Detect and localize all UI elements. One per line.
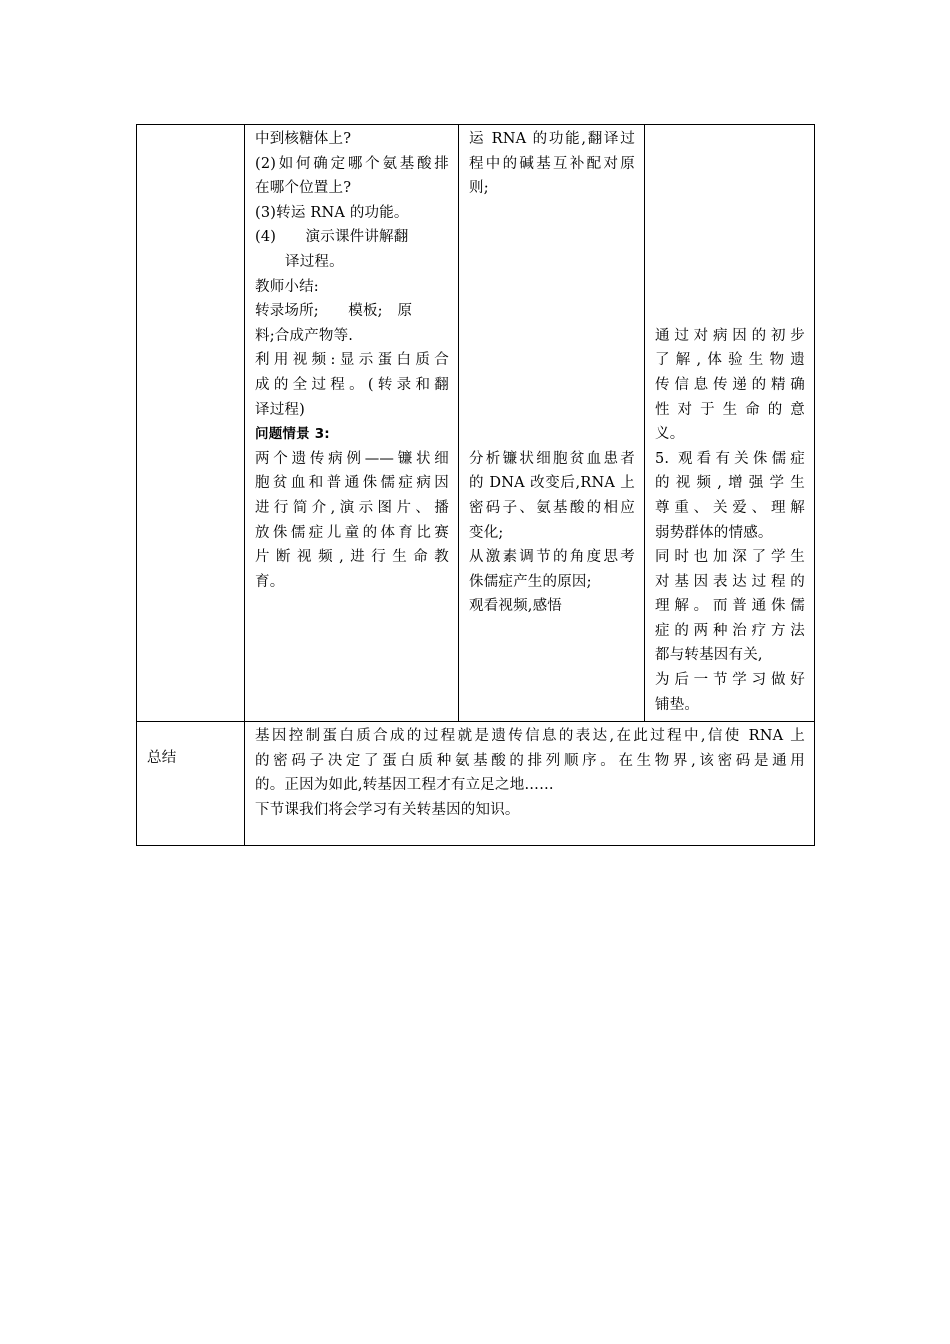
text-line: (2)如何确定哪个氨基酸排 [255, 155, 449, 172]
cell-design-intent [645, 125, 815, 722]
text-line: 义。 [655, 426, 685, 443]
summary-label: 总结 [147, 750, 177, 767]
text-line: 通过对病因的初步 [655, 327, 805, 344]
blank-space [655, 250, 805, 275]
text-line: 的 DNA 改变后,RNA 上 [469, 475, 635, 492]
blank-space [469, 324, 635, 349]
text-line: 译过程) [255, 401, 305, 418]
text-line: 弱势群体的情感。 [655, 524, 773, 541]
text-line: 利用视频:显示蛋白质合 [255, 352, 449, 369]
cell-teacher-activity [245, 125, 459, 722]
blank-space [469, 225, 635, 250]
cell-student-activity [459, 125, 645, 722]
text-line: 的视频,增强学生 [655, 475, 805, 492]
text-line: 同时也加深了学生 [655, 549, 805, 566]
text-line: 对基因表达过程的 [655, 573, 805, 590]
blank-space [655, 152, 805, 177]
table-row-activities [137, 125, 815, 722]
text-line: 胞贫血和普通侏儒症病因 [255, 475, 449, 492]
text-line: 侏儒症产生的原因; [469, 573, 592, 590]
blank-space [469, 299, 635, 324]
text-line: 5. 观看有关侏儒症 [655, 450, 805, 467]
text-line: 密码子、氨基酸的相应 [469, 499, 635, 516]
text-line: 运 RNA 的功能,翻译过 [469, 131, 635, 147]
cell-summary-content [245, 722, 815, 846]
text-line: 中到核糖体上? [255, 131, 352, 147]
blank-space [655, 275, 805, 300]
text-line: 片断视频,进行生命教 [255, 549, 449, 566]
cell-summary-label [137, 722, 245, 846]
text-line: 则; [469, 180, 489, 197]
table-row-summary [137, 722, 815, 846]
text-line: 传信息传递的精确 [655, 376, 805, 393]
text-line: 了解,体验生物遗 [655, 352, 805, 369]
text-line: 程中的碱基互补配对原 [469, 155, 635, 172]
text-line: 尊重、关爱、理解 [655, 499, 805, 516]
text-line: 成的全过程。(转录和翻 [255, 376, 449, 393]
text-line: 理解。而普通侏儒 [655, 598, 805, 615]
text-line: (3)转运 RNA 的功能。 [255, 204, 409, 221]
text-line: 放侏儒症儿童的体育比赛 [255, 524, 449, 541]
lesson-plan-table [136, 124, 815, 846]
text-line: 分析镰状细胞贫血患者 [469, 450, 635, 467]
text-line: 基因控制蛋白质合成的过程就是遗传信息的表达,在此过程中,信使 RNA 上 [255, 728, 805, 744]
blank-space [655, 176, 805, 201]
text-line: 下节课我们将会学习有关转基因的知识。 [255, 801, 520, 818]
blank-space [469, 201, 635, 226]
blank-space [469, 275, 635, 300]
blank-space [469, 250, 635, 275]
text-line: 在哪个位置上? [255, 180, 352, 197]
text-line: 从激素调节的角度思考 [469, 549, 635, 566]
text-line: 铺垫。 [655, 696, 700, 713]
text-line: 症的两种治疗方法 [655, 622, 805, 639]
blank-space [655, 201, 805, 226]
blank-space [655, 127, 805, 152]
text-line: 料;合成产物等. [255, 327, 354, 344]
blank-space [469, 422, 635, 447]
text-line: 译过程。 [285, 253, 344, 270]
text-line: 变化; [469, 524, 504, 541]
blank-space [655, 225, 805, 250]
blank-space [469, 373, 635, 398]
blank-space [469, 398, 635, 423]
problem-scenario-heading: 问题情景 3: [255, 426, 330, 443]
text-line: 两个遗传病例——镰状细 [255, 450, 449, 467]
text-line: 育。 [255, 573, 285, 590]
text-line: 进行简介,演示图片、播 [255, 499, 449, 516]
text-line: 为后一节学习做好 [655, 672, 805, 689]
text-line: 都与转基因有关, [655, 647, 763, 664]
text-line: 的。正因为如此,转基因工程才有立足之地…… [255, 777, 554, 794]
text-line: 性对于生命的意 [655, 401, 805, 418]
text-line: (4) 演示课件讲解翻 [255, 229, 409, 246]
text-line: 的密码子决定了蛋白质种氨基酸的排列顺序。在生物界,该密码是通用 [255, 752, 805, 769]
text-line: 教师小结: [255, 278, 319, 295]
text-line: 转录场所; 模板; 原 [255, 303, 413, 320]
blank-space [655, 299, 805, 324]
cell-section-label-empty [137, 125, 245, 722]
text-line: 观看视频,感悟 [469, 598, 563, 615]
blank-space [469, 348, 635, 373]
